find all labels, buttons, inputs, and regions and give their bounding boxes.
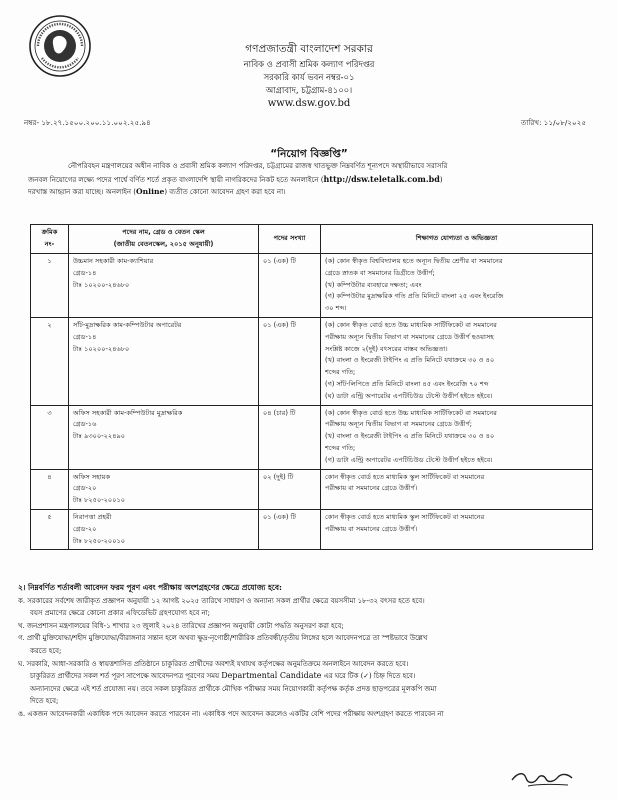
- post-grade: গ্রেড-১৪: [73, 268, 97, 277]
- qualification-line: কোন স্বীকৃত বোর্ড হতে মাধ্যমিক স্কুল সার্টিফিকেট বা সমমানের: [325, 472, 485, 481]
- post-count-cell: ০২ (দুই) টি: [259, 469, 321, 509]
- qualification-line: (ক) কোন স্বীকৃত বোর্ড হতে উচ্চ মাধ্যমিক সার্টিফিকেট বা সমমানের: [325, 408, 497, 417]
- website: www.dsw.gov.bd: [267, 98, 351, 109]
- post-pay-scale: টাঃ ১০২০০-২৪৬৮০: [73, 280, 130, 289]
- qualification-cell: [321, 405, 593, 469]
- condition-item: ঙ. একজন আবেদনকারী একাধিক পদে আবেদন করতে পারবেন না। একাধিক পদে আবেদন করলেও একটির বেশি পদের পরীক্ষায় অংশগ্রহণ করতে পারবেন না: [18, 709, 444, 718]
- intro-text: দরখাস্ত আহ্বান করা যাচ্ছে। অনলাইন (: [28, 188, 137, 196]
- post-count-cell: ০১ (এক) টি: [259, 254, 321, 318]
- condition-item: দিতে হবে;: [30, 697, 59, 706]
- post-pay-scale: টাঃ ৮২৫০-২০০১০: [73, 536, 126, 545]
- post-cell: [69, 469, 259, 509]
- condition-item: ঘ. সরকারি, আধা-সরকারি ও স্বায়ত্তশাসিত প্রতিষ্ঠানে চাকুরিরত প্রার্থীদের অবশ্যই যথাযথ কর্তৃপক্ষের অনুমতিক্রমে অনলাইনে আবেদন করতে হবে।: [18, 659, 409, 668]
- qualification-line: শব্দের গতি;: [325, 443, 356, 452]
- table-row: [31, 405, 593, 469]
- qualification-line: ৩০ শব্দ।: [325, 304, 347, 313]
- intro-text: ) ব্যতীত কোনো আবেদন গ্রহণ করা হবে না।: [164, 188, 286, 196]
- qualification-line: গ্রেডে স্নাতক বা সমমানের ডিগ্রীতে উত্তীর্ণ;: [325, 268, 435, 277]
- office-address: আগ্রাবাদ, চট্টগ্রাম-৪১০০।: [265, 85, 353, 95]
- header-serial: [31, 225, 69, 254]
- government-title: গণপ্রজাতন্ত্রী বাংলাদেশ সরকার: [245, 43, 373, 55]
- post-pay-scale: টাঃ ৯৩০০-২২৪৯০: [73, 432, 126, 441]
- qualification-cell: [321, 509, 593, 549]
- header-text: পদের নাম, গ্রেড ও বেতন স্কেল: [122, 228, 205, 237]
- serial-cell: ১: [31, 254, 69, 318]
- qualification-line: (ক) কোন স্বীকৃত বিশ্ববিদ্যালয় হতে অন্যূন দ্বিতীয় শ্রেণীর বা সমমানের: [325, 257, 503, 265]
- post-pay-scale: টাঃ ১০২০০-২৪৬৮০: [73, 344, 130, 353]
- government-seal-icon: [28, 14, 92, 78]
- post-grade: গ্রেড-২০: [73, 524, 97, 533]
- header-qualification: শিক্ষাগত যোগ্যতা ও অভিজ্ঞতা: [321, 225, 593, 254]
- qualification-line: (গ) কম্পিউটার মুদ্রাক্ষরিক গতি প্রতি মিনিটে বাংলা ২৫ এবং ইংরেজি: [325, 292, 504, 301]
- notice-title: “নিয়োগ বিজ্ঞপ্তি”: [270, 148, 348, 160]
- qualification-cell: [321, 254, 593, 318]
- header-post: [69, 225, 259, 254]
- post-grade: গ্রেড-২০: [73, 484, 97, 493]
- header-count: পদের সংখ্যা: [259, 225, 321, 254]
- departmental-candidate-label: Departmental Candidate: [221, 671, 322, 681]
- intro-line: [28, 186, 594, 199]
- qualification-line: (খ) বাংলা ও ইংরেজী টাইপিং এ প্রতি মিনিটে যথাক্রমে ৩০ ও ৪০: [325, 432, 495, 441]
- intro-line: [28, 173, 594, 187]
- conditions-heading: ২। নিম্নবর্ণিত শর্তাবলী আবেদন ফরম পূরণ এবং পরীক্ষায় অংশগ্রহণের ক্ষেত্রে প্রযোজ্য হবে:: [18, 583, 282, 592]
- qualification-line: পরীক্ষায় বা সমমানের গ্রেডে উত্তীর্ণ।: [325, 524, 418, 533]
- condition-item: অন্যান্যদের ক্ষেত্রে এই শর্ত প্রযোজ্য নয়। তবে সকল চাকুরিরত প্রার্থীকে মৌখিক পরীক্ষার সময় নিয়োগকারী কর্তৃপক্ষ কর্তৃক প্রদত্ত ছাড়পত্রের মূলকপি জমা: [30, 684, 437, 693]
- table-row: [31, 509, 593, 549]
- post-name: উচ্চমান সহকারী কাম-ক্যাশিয়ার: [73, 257, 154, 265]
- condition-item: গ. প্রার্থী মুক্তিযোদ্ধা/শহীদ মুক্তিযোদ্ধা/বীরাঙ্গনার সন্তান হলে অথবা ক্ষুদ্র-নৃগোষ্ঠী/শারীরিক প্রতিবন্ধী/তৃতীয় লিঙ্গের হলে আবেদনপত্রে তা স্পষ্টভাবে উল্লেখ: [18, 634, 428, 643]
- post-cell: [69, 509, 259, 549]
- header-text: ক্রমিক: [41, 228, 58, 237]
- header-text: (জাতীয় বেতনস্কেল, ২০১৫ অনুযায়ী): [113, 240, 214, 248]
- intro-text: ): [439, 175, 443, 184]
- condition-item: বয়স প্রমাণের ক্ষেত্রে কোনো প্রকার এফিডেভিট গ্রহণযোগ্য হবে না;: [30, 609, 210, 618]
- header-text: নং-: [44, 240, 55, 248]
- qualification-line: পরীক্ষায় অন্যূন দ্বিতীয় বিভাগ বা সমমানের গ্রেডে উত্তীর্ণ;: [325, 420, 472, 429]
- table-header-row: [31, 225, 593, 254]
- qualification-cell: [321, 469, 593, 509]
- table-row: [31, 254, 593, 318]
- vacancy-table: [30, 224, 593, 550]
- post-count-cell: ০১ (এক) টি: [259, 509, 321, 549]
- intro-line: নৌপরিবহন মন্ত্রণালয়ের অধীন নাবিক ও প্রবাসী শ্রমিক কল্যাণ পরিদপ্তর, চট্টগ্রামের রাজস্ব খাতভুক্ত নিম্নবর্ণিত শূন্যপদে অস্থায়ীভাবে সরাসরি: [68, 162, 448, 170]
- qualification-line: (গ) ডাটা এন্ট্রি অপারেটর এপটিচিউড টেস্টে উত্তীর্ণ হইতে হইবে।: [325, 455, 493, 464]
- post-name: অফিস সহকারী কাম-কম্পিউটার মুদ্রাক্ষরিক: [73, 408, 183, 417]
- serial-cell: ৫: [31, 509, 69, 549]
- qualification-line: পরীক্ষায় অন্যূন দ্বিতীয় বিভাগ বা সমমানের গ্রেডে উত্তীর্ণ হওয়াসহ: [325, 332, 494, 341]
- condition-item: খ. জনপ্রশাসন মন্ত্রণালয়ের বিধি-১ শাখার ২৩ জুলাই ২০২৪ তারিখের প্রজ্ঞাপন অনুযায়ী কোটা পদ্ধতি অনুসরণ করা হবে;: [18, 621, 344, 630]
- qualification-line: পরীক্ষায় বা সমমানের গ্রেডে উত্তীর্ণ।: [325, 484, 418, 493]
- serial-cell: ৩: [31, 405, 69, 469]
- signature-icon: [508, 766, 576, 790]
- memo-number: নম্বর- ১৮.২৭.১৫০০.২০০.১১.০০২.২৫.৯৪: [24, 118, 151, 127]
- building-name: সরকারি কার্য ভবন নম্বর-০১: [263, 72, 355, 82]
- post-cell: [69, 317, 259, 405]
- online-label: Online: [136, 187, 165, 196]
- directorate-name: নাবিক ও প্রবাসী শ্রমিক কল্যাণ পরিদপ্তর: [243, 59, 375, 69]
- qualification-line: (ক) কোন স্বীকৃত বোর্ড হতে উচ্চ মাধ্যমিক সার্টিফিকেট বা সমমানের: [325, 320, 497, 329]
- post-count-cell: ০১ (এক) টি: [259, 317, 321, 405]
- condition-item: [18, 670, 600, 683]
- intro-paragraph: [28, 160, 594, 199]
- post-grade: গ্রেড-১৬: [73, 420, 97, 429]
- post-pay-scale: টাঃ ৮২৫০-২০০১০: [73, 496, 126, 505]
- condition-text: চাকুরিরত প্রার্থীদের সকল শর্ত পূরণ সাপেক্ষে আবেদনপত্র পূরণের সময়: [30, 672, 222, 681]
- qualification-line: (খ) কম্পিউটার ব্যবহারে দক্ষতা; এবং: [325, 280, 422, 289]
- post-name: নিরাপত্তা প্রহরী: [73, 512, 112, 521]
- condition-item: ক. সরকারের সর্বশেষ জারীকৃত প্রজ্ঞাপন অনুযায়ী ১২ আগষ্ট ২০২৫ তারিখে সাধারণ ও অন্যান্য সকল প্রার্থীর ক্ষেত্রে বয়সসীমা ১৮-৩২ বৎসর হতে হবে।: [18, 596, 425, 605]
- condition-item: করতে হবে;: [30, 646, 62, 655]
- qualification-line: কোন স্বীকৃত বোর্ড হতে মাধ্যমিক স্কুল সার্টিফিকেট বা সমমানের: [325, 512, 485, 521]
- post-name: সাঁট-মুদ্রাক্ষরিক কাম-কম্পিউটার অপারেটর: [73, 320, 182, 329]
- conditions-section: [18, 582, 600, 721]
- qualification-line: (ঘ) ডাটা এন্ট্রি অপারেটর এপটিচিউড টেস্টে উত্তীর্ণ হইতে হইবে।: [325, 391, 493, 400]
- qualification-line: (গ) সাঁট-লিপিতে প্রতি মিনিটে বাংলা ৪৫ এবং ইংরেজি ৭০ শব্দ: [325, 379, 489, 388]
- table-row: [31, 317, 593, 405]
- serial-cell: ২: [31, 317, 69, 405]
- qualification-line: সংশ্লিষ্ট কাজে ২(দুই) বৎসরের বাস্তব অভিজ্ঞতা।: [325, 344, 448, 353]
- condition-text: এর ঘরে টিক (✓) চিহ্ন দিতে হবে।: [321, 672, 416, 681]
- table-row: [31, 469, 593, 509]
- post-grade: গ্রেড-১৪: [73, 332, 97, 341]
- qualification-line: শব্দের গতি;: [325, 368, 356, 377]
- post-name: অফিস সহায়ক: [73, 472, 111, 481]
- serial-cell: ৪: [31, 469, 69, 509]
- intro-text: জনবল নিয়োগের লক্ষ্যে পদের পার্শ্বে বর্ণিত শর্তে প্রকৃত বাংলাদেশি স্থায়ী নাগরিকদের নিকট হতে অনলাইনে (: [28, 175, 324, 184]
- post-count-cell: ০৪ (চার) টি: [259, 405, 321, 469]
- post-cell: [69, 254, 259, 318]
- issue-date: তারিখ: ১১/০৮/২০২৫: [520, 118, 586, 127]
- qualification-cell: [321, 317, 593, 405]
- qualification-line: (খ) বাংলা ও ইংরেজী টাইপিং এ প্রতি মিনিটে যথাক্রমে ৩০ ও ৪০: [325, 356, 495, 365]
- post-cell: [69, 405, 259, 469]
- application-url: http://dsw.teletalk.com.bd: [323, 173, 440, 184]
